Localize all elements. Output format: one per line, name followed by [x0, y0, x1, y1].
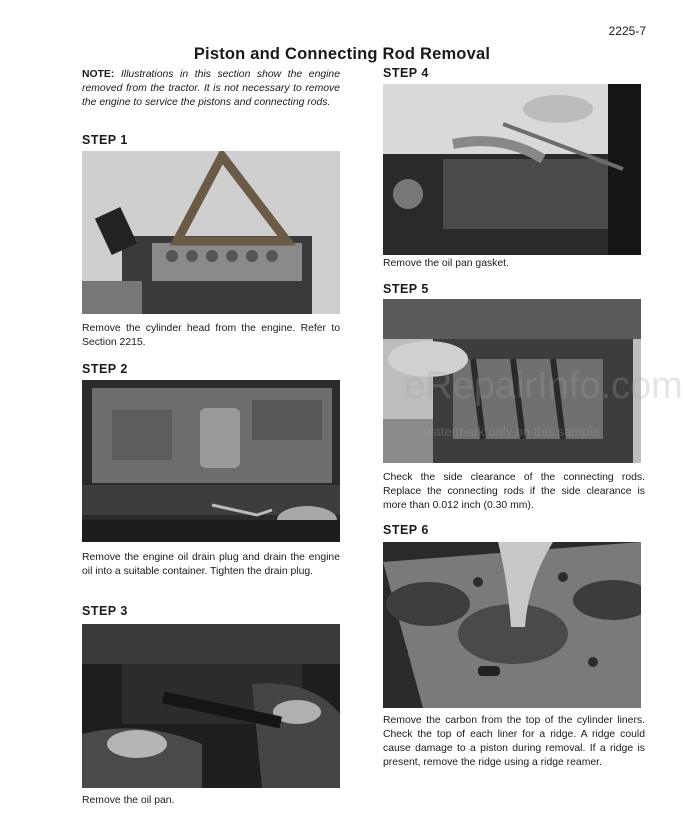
step-4-caption: Remove the oil pan gasket. — [383, 258, 509, 269]
step-1-heading: STEP 1 — [82, 133, 128, 147]
step-4-photo — [383, 84, 641, 255]
step-5-caption: Check the side clearance of the connecting rods. Replace the connecting rods if the side clearance is more than 0.012 inch (0.30 mm). — [383, 472, 645, 511]
step-3-heading: STEP 3 — [82, 604, 128, 618]
watermark-subtext: watermark only on this sample — [424, 424, 600, 439]
page-number: 2225-7 — [608, 24, 646, 38]
step-6-photo — [383, 542, 641, 708]
step-3-caption: Remove the oil pan. — [82, 795, 175, 806]
step-6-illustration — [383, 542, 641, 708]
watermark: eRepairInfo.com — [404, 365, 683, 407]
step-1-caption: Remove the cylinder head from the engine. Refer to Section 2215. — [82, 323, 340, 348]
step-4-heading: STEP 4 — [383, 66, 429, 80]
step-6-heading: STEP 6 — [383, 523, 429, 537]
step-3-illustration — [82, 624, 340, 788]
step-3-photo — [82, 624, 340, 788]
page-title: Piston and Connecting Rod Removal — [193, 45, 491, 63]
step-2-photo — [82, 380, 340, 542]
step-2-caption: Remove the engine oil drain plug and drain the engine oil into a suitable container. Tighten the drain plug. — [82, 552, 340, 577]
step-4-illustration — [383, 84, 641, 255]
note-paragraph — [82, 68, 340, 110]
step-2-heading: STEP 2 — [82, 362, 128, 376]
step-5-heading: STEP 5 — [383, 282, 429, 296]
note-text: Illustrations in this section show the engine removed from the tractor. It is not necessary to remove the engine to service the pistons and connecting rods. — [82, 69, 340, 108]
step-6-caption: Remove the carbon from the top of the cylinder liners. Check the top of each liner for a ridge. A ridge could cause damage to a piston during removal. If a ridge is present, remove the ridge using a ridge reamer. — [383, 715, 645, 768]
step-2-illustration — [82, 380, 340, 542]
note-label: NOTE: — [82, 69, 115, 80]
step-1-photo — [82, 151, 340, 314]
step-1-illustration — [82, 151, 340, 314]
